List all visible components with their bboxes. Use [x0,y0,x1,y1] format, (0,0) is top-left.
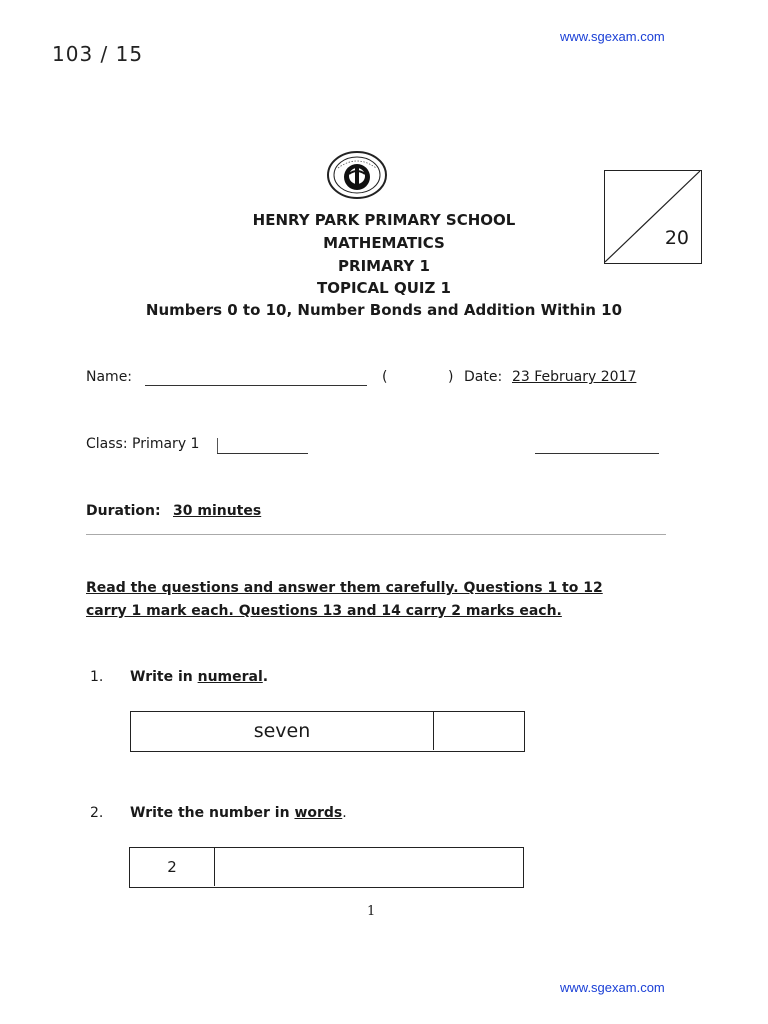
level-title: PRIMARY 1 [338,257,430,275]
question-1-number: 1. [90,669,104,685]
section-divider [86,534,666,535]
register-number-close: ) [448,369,454,385]
page-number: 1 [367,904,376,919]
watermark-link-top[interactable]: www.sgexam.com [560,29,665,44]
class-field-divider [217,438,218,454]
question-2-number: 2. [90,805,104,821]
question-2-number-value: 2 [167,858,177,876]
watermark-link-bottom[interactable]: www.sgexam.com [560,980,665,995]
handwritten-score: 103 / 15 [52,42,144,66]
register-number-open: ( [382,369,388,385]
question-2-prefix: Write the number in [130,805,295,821]
question-2-box-divider [214,848,215,886]
school-crest-icon [326,150,388,200]
question-1-answer-field[interactable] [435,712,523,750]
subject-title: MATHEMATICS [323,234,445,252]
topic-title: Numbers 0 to 10, Number Bonds and Addition Within 10 [145,301,623,319]
question-2-answer-field[interactable] [216,848,521,886]
question-2-keyword: words [294,805,343,821]
question-2-text [130,805,347,821]
name-label: Name: [86,369,133,385]
duration-value: 30 minutes [173,503,262,519]
question-1-keyword: numeral [197,669,263,685]
date-label: Date: [464,369,503,385]
duration-label: Duration: [86,503,161,519]
date-value: 23 February 2017 [512,369,637,385]
instructions-line-2: carry 1 mark each. Questions 13 and 14 carry 2 marks each. [86,603,562,619]
question-1-text [130,669,268,685]
score-box [604,170,702,264]
instructions-line-1: Read the questions and answer them carefully. Questions 1 to 12 [86,580,603,596]
question-2-box [129,847,524,888]
quiz-title: TOPICAL QUIZ 1 [316,279,451,297]
school-name: HENRY PARK PRIMARY SCHOOL [252,211,516,229]
question-2-suffix: . [342,805,347,821]
name-field[interactable] [145,385,367,386]
score-box-diagonal [605,171,701,263]
class-field[interactable] [217,453,308,454]
question-1-box-divider [433,712,434,750]
question-1-prefix: Write in [130,669,198,685]
signature-field[interactable] [535,453,659,454]
register-number-field[interactable] [390,369,446,387]
class-label: Class: Primary 1 [86,436,200,452]
question-1-suffix: . [262,669,269,685]
question-1-word: seven [253,720,311,742]
question-1-box [130,711,525,752]
total-marks: 20 [664,227,689,249]
